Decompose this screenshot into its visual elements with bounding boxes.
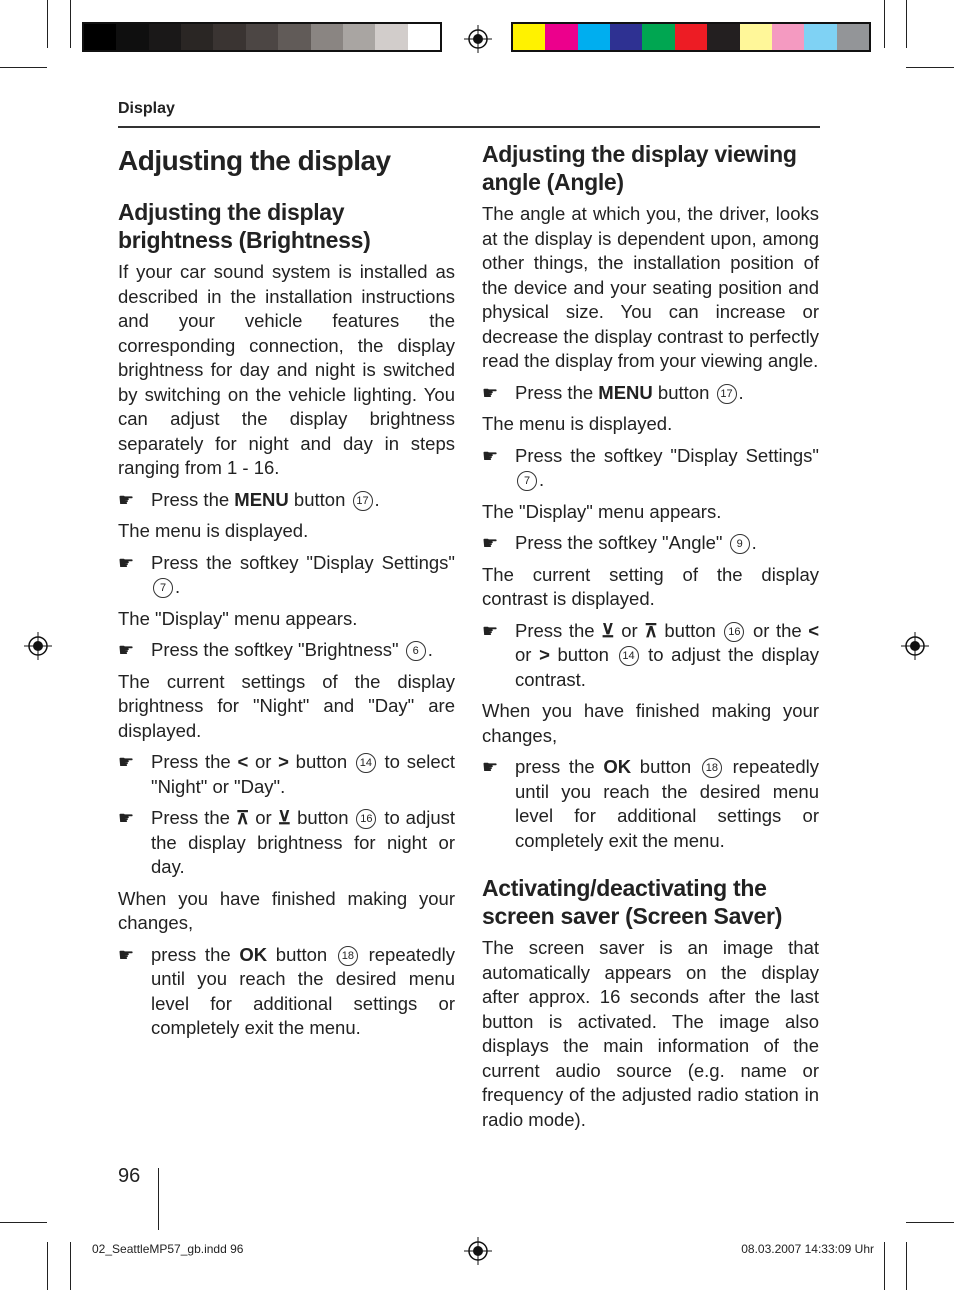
crop-mark bbox=[906, 0, 907, 48]
callout-number: 16 bbox=[356, 809, 376, 829]
pointing-hand-icon: ☛ bbox=[482, 757, 499, 777]
arrow-up-icon: ⊼ bbox=[235, 807, 250, 828]
grayscale-calibration-bar bbox=[82, 22, 442, 52]
calibration-swatch bbox=[837, 24, 869, 50]
callout-number: 6 bbox=[406, 641, 426, 661]
page-title: Adjusting the display bbox=[118, 145, 391, 176]
calibration-swatch bbox=[343, 24, 375, 50]
crop-mark bbox=[906, 1242, 907, 1290]
calibration-swatch bbox=[116, 24, 148, 50]
registration-mark-icon bbox=[901, 632, 929, 660]
paragraph: The angle at which you, the driver, looks at the display is dependent upon, among other things, the installation position of the device and your seating position and physical size. You can increase or decrease the display contrast to perfectly read the display from your viewing angle. bbox=[482, 203, 819, 371]
paragraph: If your car sound system is installed as described in the installation instructions and your vehicle features the corresponding connection, the display brightness for day and night is switched by switching on the vehicle lighting. You can adjust the display brightness separately for night and day in steps ranging from 1 - 16. bbox=[118, 261, 455, 478]
result-text: The "Display" menu appears. bbox=[118, 607, 358, 629]
calibration-swatch bbox=[149, 24, 181, 50]
result-text: The "Display" menu appears. bbox=[482, 500, 722, 522]
pointing-hand-icon: ☛ bbox=[482, 533, 499, 553]
callout-number: 7 bbox=[517, 471, 537, 491]
crop-mark bbox=[884, 0, 885, 48]
result-text: The current setting of the display contrast is displayed. bbox=[482, 563, 819, 609]
calibration-swatch bbox=[578, 24, 610, 50]
menu-button-label: MENU bbox=[598, 381, 653, 403]
footer-timestamp: 08.03.2007 14:33:09 Uhr bbox=[741, 1242, 874, 1256]
callout-number: 14 bbox=[619, 646, 639, 666]
calibration-swatch bbox=[513, 24, 545, 50]
result-text: The menu is displayed. bbox=[118, 520, 309, 541]
crop-mark bbox=[0, 1222, 47, 1223]
callout-number: 17 bbox=[717, 384, 737, 404]
crop-mark bbox=[70, 1242, 71, 1290]
calibration-swatch bbox=[804, 24, 836, 50]
calibration-swatch bbox=[278, 24, 310, 50]
ok-button-label: OK bbox=[239, 943, 268, 965]
registration-mark-icon bbox=[24, 632, 52, 660]
result-text: The current settings of the display brightness for "Night" and "Day" are displayed. bbox=[118, 670, 455, 741]
instruction-step: ☛ Press the softkey "Display Settings" 7 . bbox=[118, 551, 455, 600]
calibration-swatch bbox=[642, 24, 674, 50]
pointing-hand-icon: ☛ bbox=[118, 640, 135, 660]
arrow-left-icon: < bbox=[808, 619, 820, 641]
arrow-up-icon: ⊼ bbox=[644, 619, 658, 641]
ok-button-label: OK bbox=[603, 756, 632, 777]
instruction-step: ☛ Press the ⊼ or ⊻ button 16 to adjust the display brightness for night or day. bbox=[118, 806, 455, 880]
instruction-step: ☛ Press the softkey "Brightness" 6 . bbox=[118, 638, 455, 663]
section-heading-brightness: Adjusting the display brightness (Brightness) bbox=[118, 199, 371, 253]
callout-number: 9 bbox=[730, 534, 750, 554]
pointing-hand-icon: ☛ bbox=[118, 944, 135, 965]
calibration-swatch bbox=[246, 24, 278, 50]
page-number: 96 bbox=[118, 1165, 141, 1187]
callout-number: 18 bbox=[702, 758, 722, 778]
calibration-swatch bbox=[675, 24, 707, 50]
crop-mark bbox=[884, 1242, 885, 1290]
crop-mark bbox=[906, 1222, 954, 1223]
crop-mark bbox=[47, 1242, 48, 1290]
paragraph: When you have finished making your changes, bbox=[482, 700, 819, 746]
calibration-swatch bbox=[707, 24, 739, 50]
calibration-swatch bbox=[740, 24, 772, 50]
arrow-right-icon: > bbox=[539, 644, 550, 665]
left-column bbox=[118, 140, 455, 1048]
color-calibration-bar bbox=[511, 22, 871, 52]
pointing-hand-icon: ☛ bbox=[482, 445, 499, 466]
pointing-hand-icon: ☛ bbox=[118, 489, 135, 510]
calibration-swatch bbox=[181, 24, 213, 50]
callout-number: 16 bbox=[724, 622, 744, 642]
pointing-hand-icon: ☛ bbox=[118, 752, 135, 772]
arrow-right-icon: > bbox=[278, 751, 289, 772]
crop-mark bbox=[0, 67, 47, 68]
header-rule bbox=[118, 126, 820, 128]
callout-number: 18 bbox=[338, 946, 358, 966]
pointing-hand-icon: ☛ bbox=[482, 620, 499, 641]
arrow-left-icon: < bbox=[237, 751, 249, 772]
section-heading-angle: Adjusting the display viewing angle (Angle) bbox=[482, 141, 797, 195]
instruction-step: ☛ Press the ⊻ or ⊼ button 16 or the < or > button 14 to adjust the display contrast. bbox=[482, 619, 819, 693]
calibration-swatch bbox=[311, 24, 343, 50]
calibration-swatch bbox=[772, 24, 804, 50]
footer-filename: 02_SeattleMP57_gb.indd 96 bbox=[92, 1242, 244, 1256]
registration-mark-icon bbox=[464, 1237, 492, 1265]
crop-mark bbox=[70, 0, 71, 48]
calibration-swatch bbox=[213, 24, 245, 50]
paragraph: When you have finished making your changes, bbox=[118, 887, 455, 933]
running-header: Display bbox=[118, 100, 175, 117]
instruction-step: ☛ press the OK button 18 repeatedly until you reach the desired menu level for additional settings or completely exit the menu. bbox=[482, 755, 819, 853]
calibration-swatch bbox=[84, 24, 116, 50]
instruction-step: ☛ Press the MENU button 17 . bbox=[482, 381, 819, 406]
right-column bbox=[482, 140, 819, 1139]
registration-mark-icon bbox=[464, 25, 492, 53]
callout-number: 17 bbox=[353, 491, 373, 511]
section-heading-screen-saver: Activating/deactivating the screen saver (Screen Saver) bbox=[482, 875, 783, 929]
instruction-step: ☛ press the OK button 18 repeatedly until you reach the desired menu level for additional settings or completely exit the menu. bbox=[118, 943, 455, 1041]
instruction-step: ☛ Press the MENU button 17 . bbox=[118, 488, 455, 513]
arrow-down-icon: ⊻ bbox=[277, 807, 292, 828]
calibration-swatch bbox=[408, 24, 440, 50]
instruction-step: ☛ Press the softkey "Angle" 9 . bbox=[482, 531, 819, 556]
pointing-hand-icon: ☛ bbox=[118, 808, 135, 828]
calibration-swatch bbox=[545, 24, 577, 50]
instruction-step: ☛ Press the softkey "Display Settings" 7 . bbox=[482, 444, 819, 493]
crop-mark bbox=[47, 0, 48, 48]
callout-number: 7 bbox=[153, 578, 173, 598]
calibration-swatch bbox=[375, 24, 407, 50]
calibration-swatch bbox=[610, 24, 642, 50]
menu-button-label: MENU bbox=[234, 488, 289, 510]
result-text: The menu is displayed. bbox=[482, 413, 673, 434]
callout-number: 14 bbox=[356, 753, 376, 773]
arrow-down-icon: ⊻ bbox=[601, 619, 615, 641]
instruction-step: ☛ Press the < or > button 14 to select "Night" or "Day". bbox=[118, 750, 455, 799]
paragraph: The screen saver is an image that automatically appears on the display after approx. 16 seconds after the last button is activated. The image also displays the main information of the current audio source (e.g. name or frequency of the adjusted radio station in radio mode). bbox=[482, 937, 819, 1130]
page-gutter-line bbox=[158, 1168, 159, 1230]
crop-mark bbox=[906, 67, 954, 68]
pointing-hand-icon: ☛ bbox=[482, 382, 499, 403]
pointing-hand-icon: ☛ bbox=[118, 552, 135, 573]
